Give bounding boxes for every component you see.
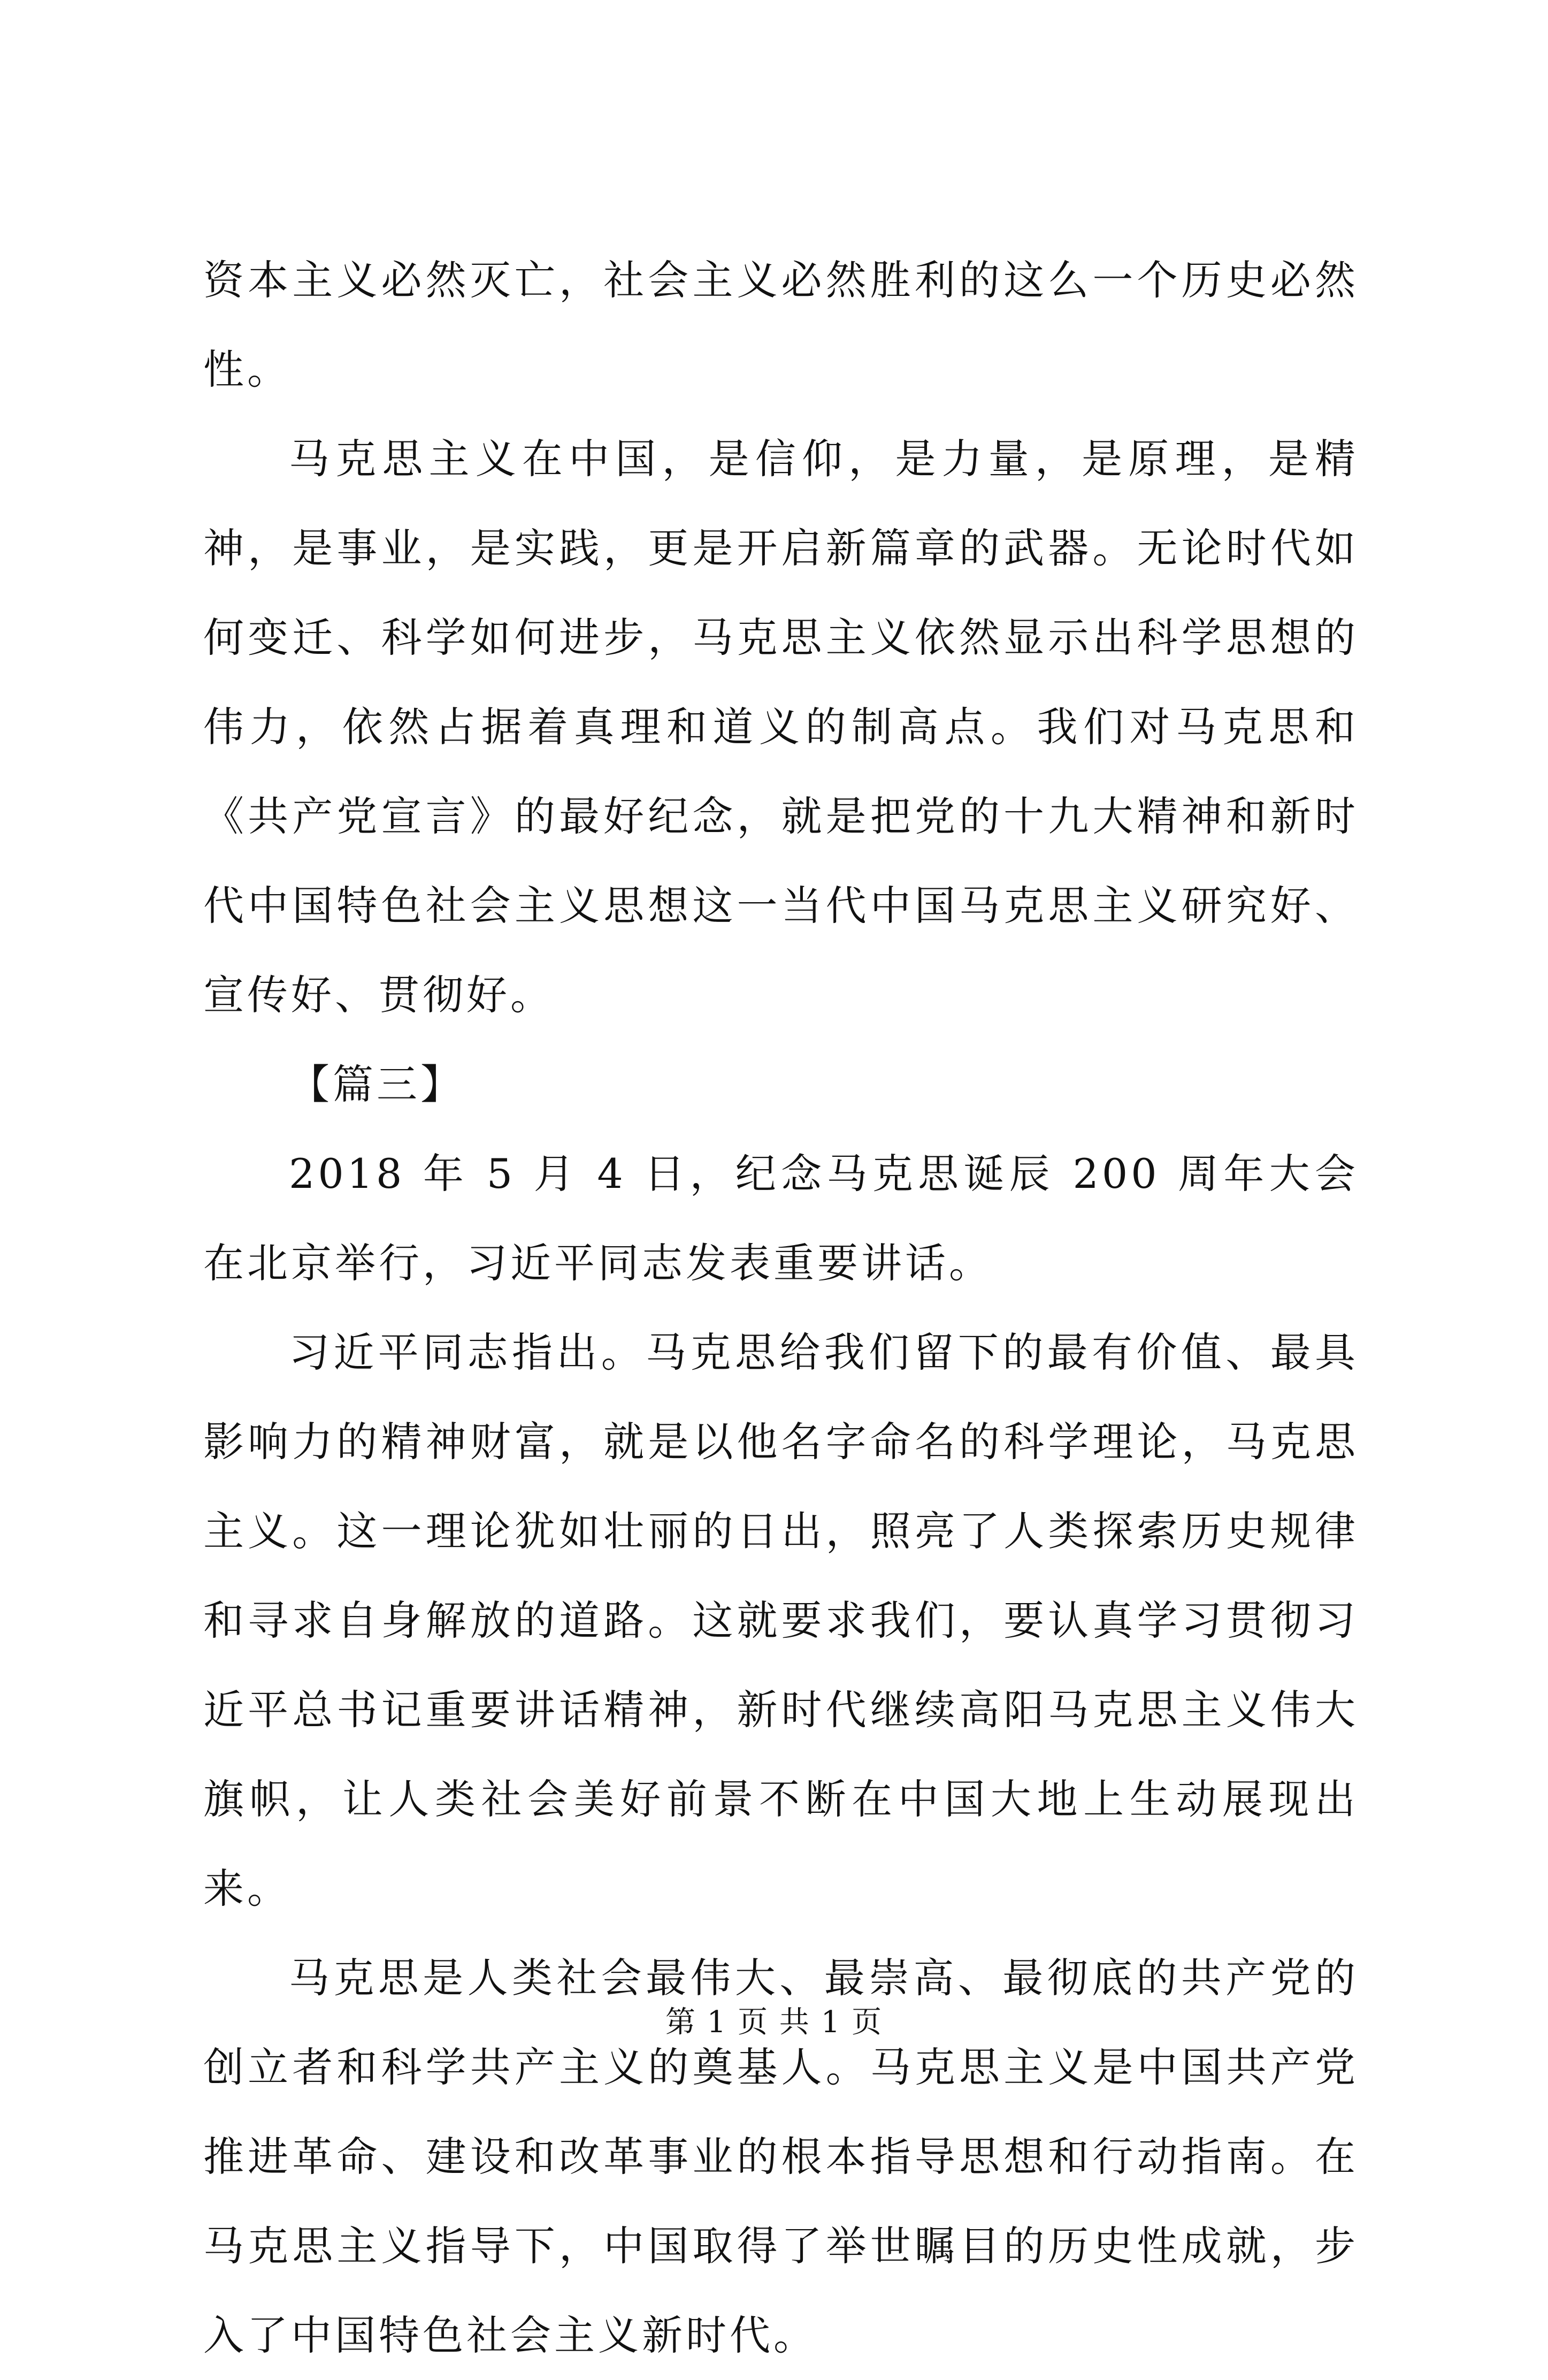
page-footer: 第 1 页 共 1 页: [665, 2005, 883, 2040]
paragraph-continuation: 资本主义必然灭亡，社会主义必然胜利的这么一个历史必然性。: [203, 256, 1359, 393]
document-body: [203, 235, 1359, 2380]
paragraph-marxism-in-china: 马克思主义在中国，是信仰，是力量，是原理，是精神，是事业，是实践，更是开启新篇章的武器。无论时代如何变迁、科学如何进步，马克思主义依然显示出科学思想的伟力，依然占据着真理和道义的制高点。我们对马克思和《共产党宣言》的最好纪念，就是把党的十九大精神和新时代中国特色社会主义思想这一当代中国马克思主义研究好、宣传好、贯彻好。: [203, 435, 1359, 1019]
paragraph-speech-points: 习近平同志指出。马克思给我们留下的最有价值、最具影响力的精神财富，就是以他名字命名的科学理论，马克思主义。这一理论犹如壮丽的日出，照亮了人类探索历史规律和寻求自身解放的道路。这就要求我们，要认真学习贯彻习近平总书记重要讲话精神，新时代继续高阳马克思主义伟大旗帜，让人类社会美好前景不断在中国大地上生动展现出来。: [203, 1329, 1359, 1912]
paragraph-commemoration-event: 2018 年 5 月 4 日，纪念马克思诞辰 200 周年大会在北京举行，习近平同志发表重要讲话。: [203, 1150, 1359, 1287]
paragraph-marx-founder: 马克思是人类社会最伟大、最崇高、最彻底的共产党的创立者和科学共产主义的奠基人。马克思主义是中国共产党推进革命、建设和改革事业的根本指导思想和行动指南。在马克思主义指导下，中国取得了举世瞩目的历史性成就，步入了中国特色社会主义新时代。: [203, 1954, 1359, 2359]
section-heading: 【篇三】: [289, 1061, 464, 1108]
